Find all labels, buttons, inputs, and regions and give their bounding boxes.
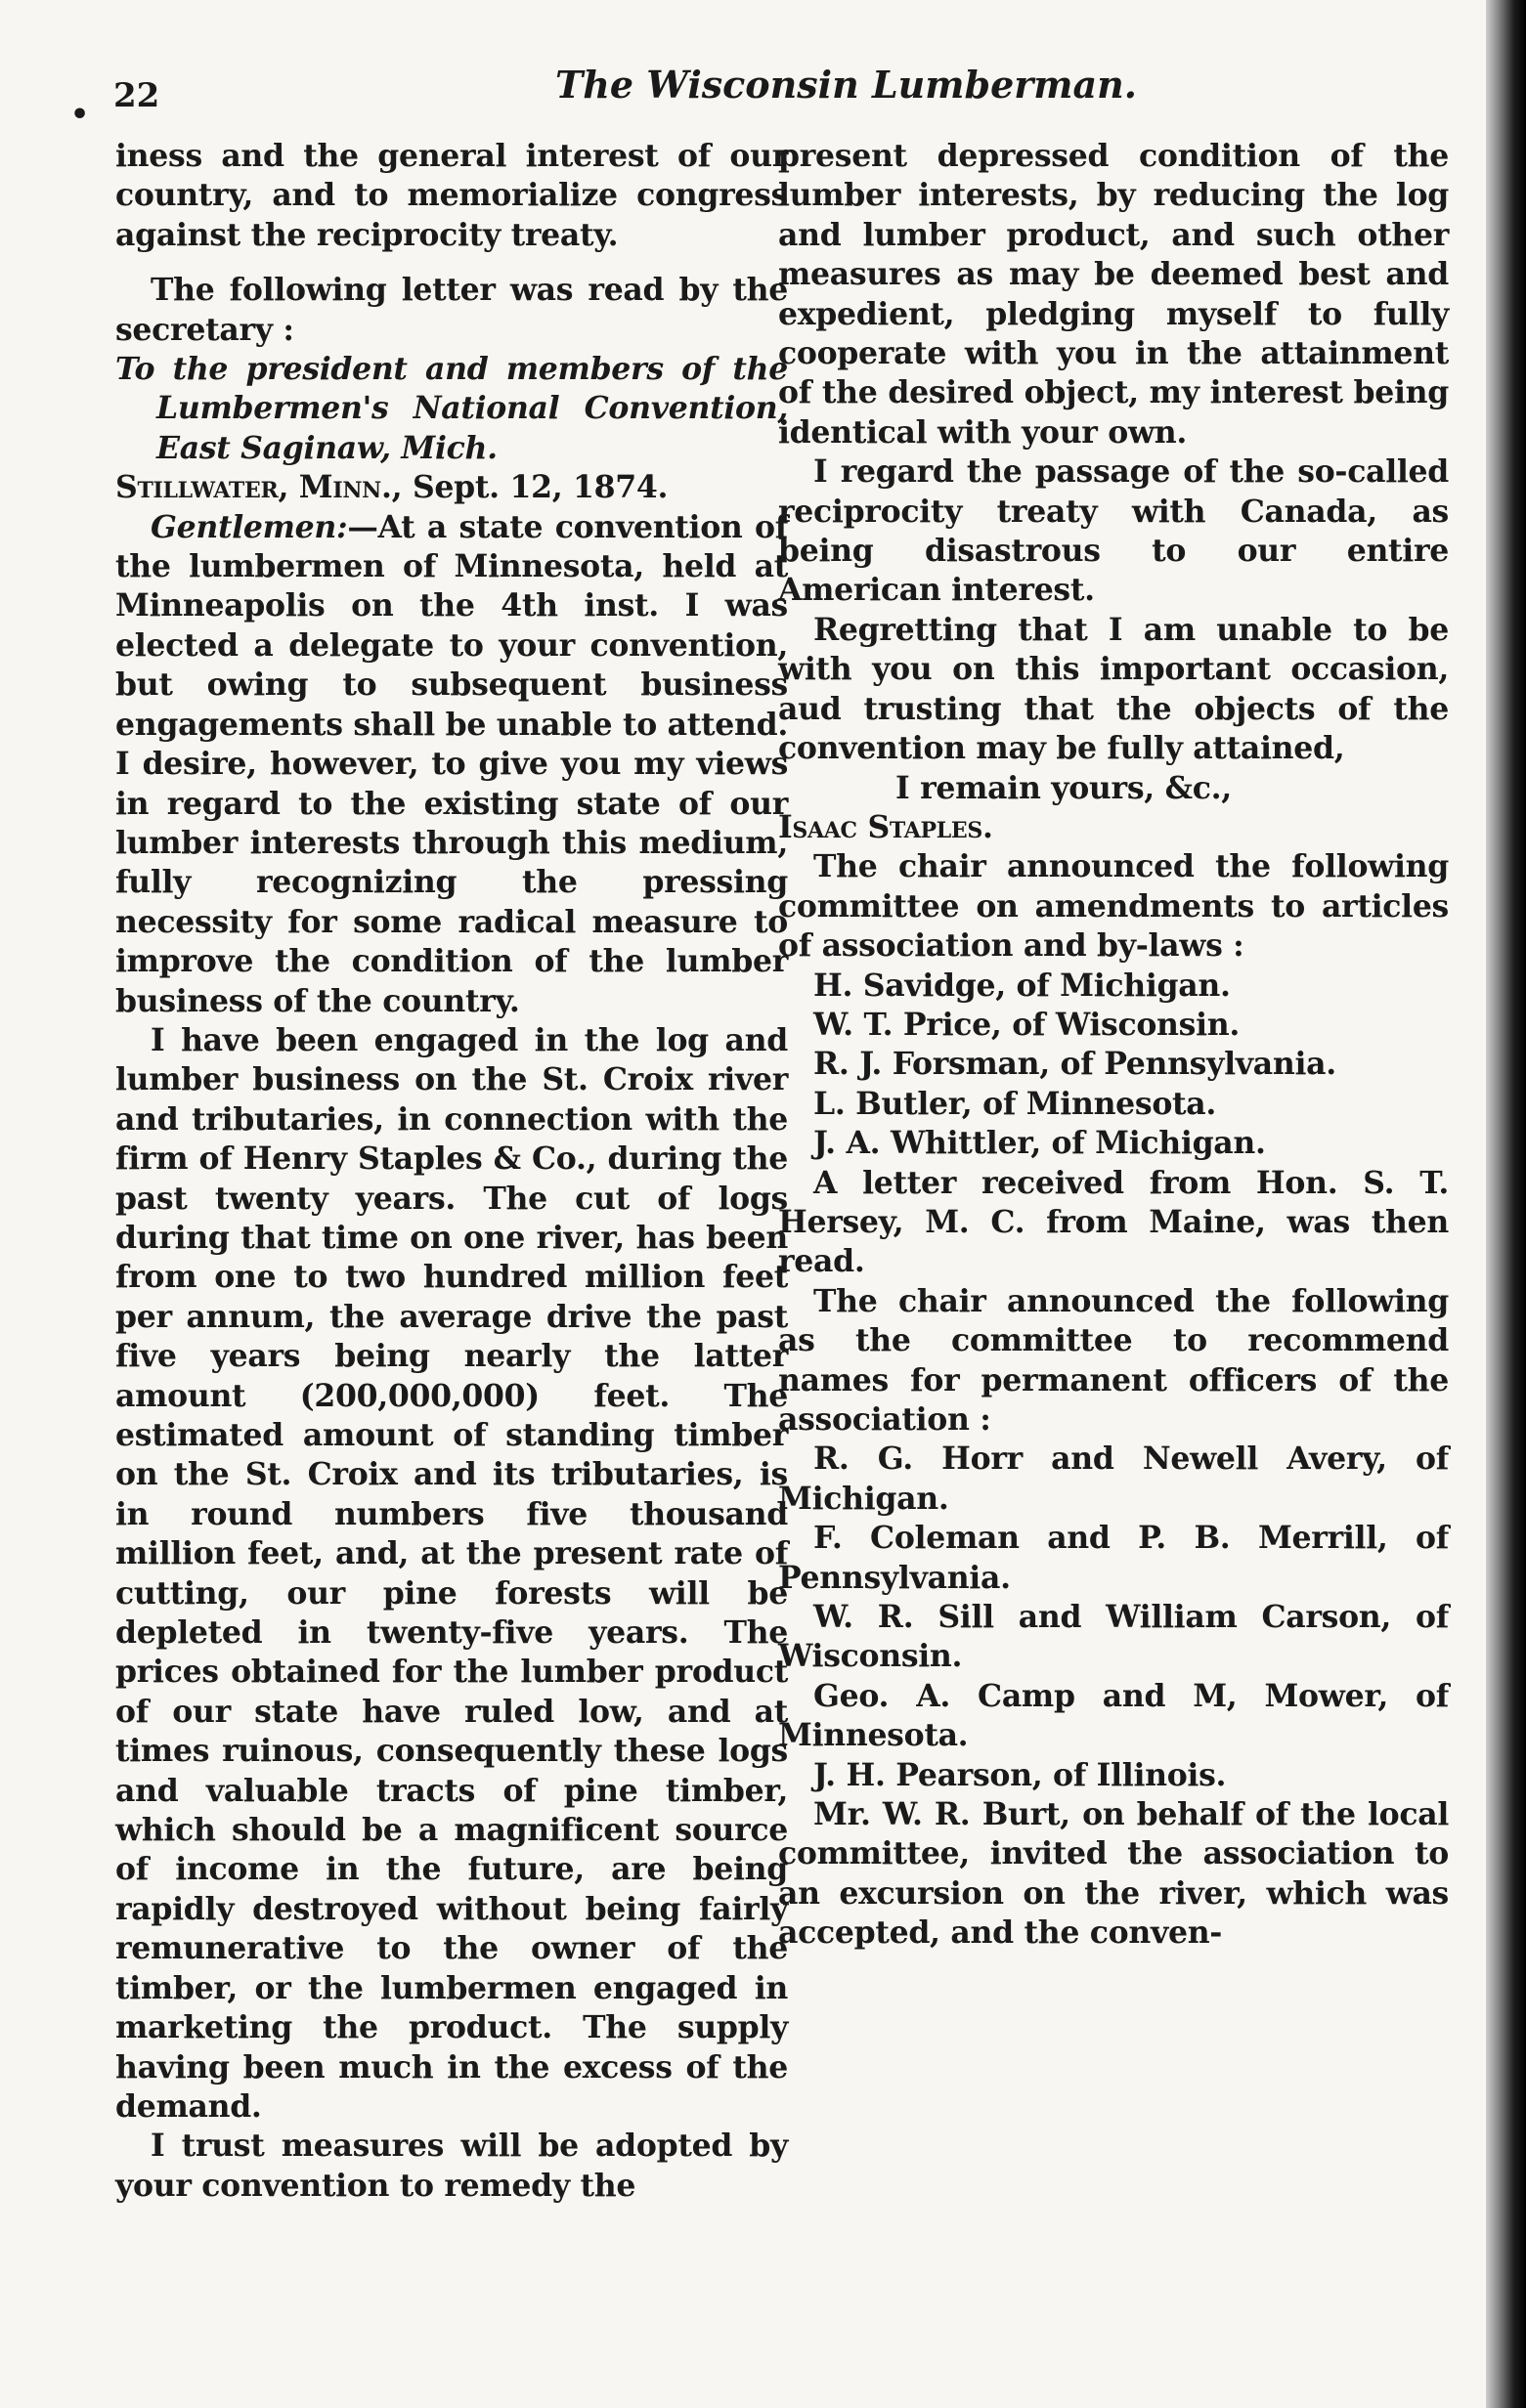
left-column [115,137,788,2206]
list-item: F. Coleman and P. B. Merrill, of Pennsylvania. [778,1520,1449,1596]
paragraph: The chair announced the following as the committee to recommend names for permanent officers of the association : [778,1282,1449,1438]
paragraph: I have been engaged in the log and lumber business on the St. Croix river and tributaries, in connection with the firm of Henry Staples & Co., during the past twenty years. The cut of logs during that time on one river, has been from one to two hundred million feet per annum, the average drive the past five years being nearly the latter amount (200,000,000) feet. The estimated amount of standing timber on the St. Croix and its tributaries, is in round numbers five thousand million feet, and, at the present rate of cutting, our pine forests will be depleted in twenty-five years. The prices obtained for the lumber product of our state have ruled low, and at times ruinous, consequently these logs and valuable tracts of pine timber, which should be a magnificent source of income in the future, are being rapidly destroyed without being fairly remunerative to the owner of the timber, or the lumbermen engaged in marketing the product. The supply having been much in the excess of the demand. [115,1021,788,2125]
list-item: W. T. Price, of Wisconsin. [813,1006,1241,1043]
salutation: Gentlemen: [151,508,348,545]
list-item: J. H. Pearson, of Illinois. [813,1756,1227,1793]
paragraph: present depressed condition of the lumber interests, by reducing the log and lumber product, and such other measures as may be deemed best and expedient, pledging myself to fully cooperate with you in the attainment of the desired object, my interest being identical with your own. [778,138,1449,451]
paragraph: I regard the passage of the so-called reciprocity treaty with Canada, as being disastrous to our entire American interest. [778,453,1449,609]
paragraph: The chair announced the following committee on amendments to articles of association and by-laws : [778,848,1449,965]
officers-list [778,1440,1449,1795]
page-number: 22 [113,76,160,115]
paragraph: Mr. W. R. Burt, on behalf of the local committee, invited the association to an excursion on the river, which was accepted, and the conven- [778,1796,1449,1952]
list-item: R. J. Forsman, of Pennsylvania. [813,1046,1336,1083]
list-item: J. A. Whittler, of Michigan. [813,1125,1266,1162]
letter-address: To the president and members of the Lumbermen's National Convention, East Saginaw, Mich. [115,351,788,466]
dateline-place: Stillwater, Minn., [115,469,403,506]
list-item: W. R. Sill and William Carson, of Wisconsin. [778,1599,1449,1675]
page-edge-shadow [1486,0,1526,2408]
page-header [70,61,1474,132]
running-title: The Wisconsin Lumberman. [555,63,1137,107]
paragraph: I trust measures will be adopted by your convention to remedy the [115,2128,788,2204]
paragraph: A letter received from Hon. S. T. Hersey, M. C. from Maine, was then read. [778,1164,1449,1280]
letter-signoff: I remain yours, &c., [895,769,1232,806]
list-item: H. Savidge, of Michigan. [813,967,1231,1004]
committee-list [778,967,1449,1164]
paragraph: Regretting that I am unable to be with you on this important occasion, aud trusting that the objects of the convention may be fully attained, [778,611,1449,767]
margin-dot: • [70,98,90,132]
paragraph: iness and the general interest of our country, and to memorialize congress against the reciprocity treaty. [115,138,788,253]
paragraph-text: —At a state convention of the lumbermen of Minnesota, held at Minneapolis on the 4th inst. I was elected a delegate to your convention, but owing to subsequent business engagements shall be unable to attend. I desire, however, to give you my views in regard to the existing state of our lumber interests through this medium, fully recognizing the pressing necessity for some radical measure to improve the condition of the lumber business of the country. [115,508,788,1019]
letter-signature: Isaac Staples. [778,808,993,845]
letter-body-opening [115,508,788,1021]
list-item: L. Butler, of Minnesota. [813,1085,1217,1122]
paragraph: The following letter was read by the secretary : [115,272,788,348]
list-item: R. G. Horr and Newell Avery, of Michigan. [778,1440,1449,1517]
dateline-date: Sept. 12, 1874. [402,469,669,506]
list-item: Geo. A. Camp and M, Mower, of Minnesota. [778,1677,1449,1754]
right-column [778,137,1449,1954]
letter-dateline [115,468,788,507]
